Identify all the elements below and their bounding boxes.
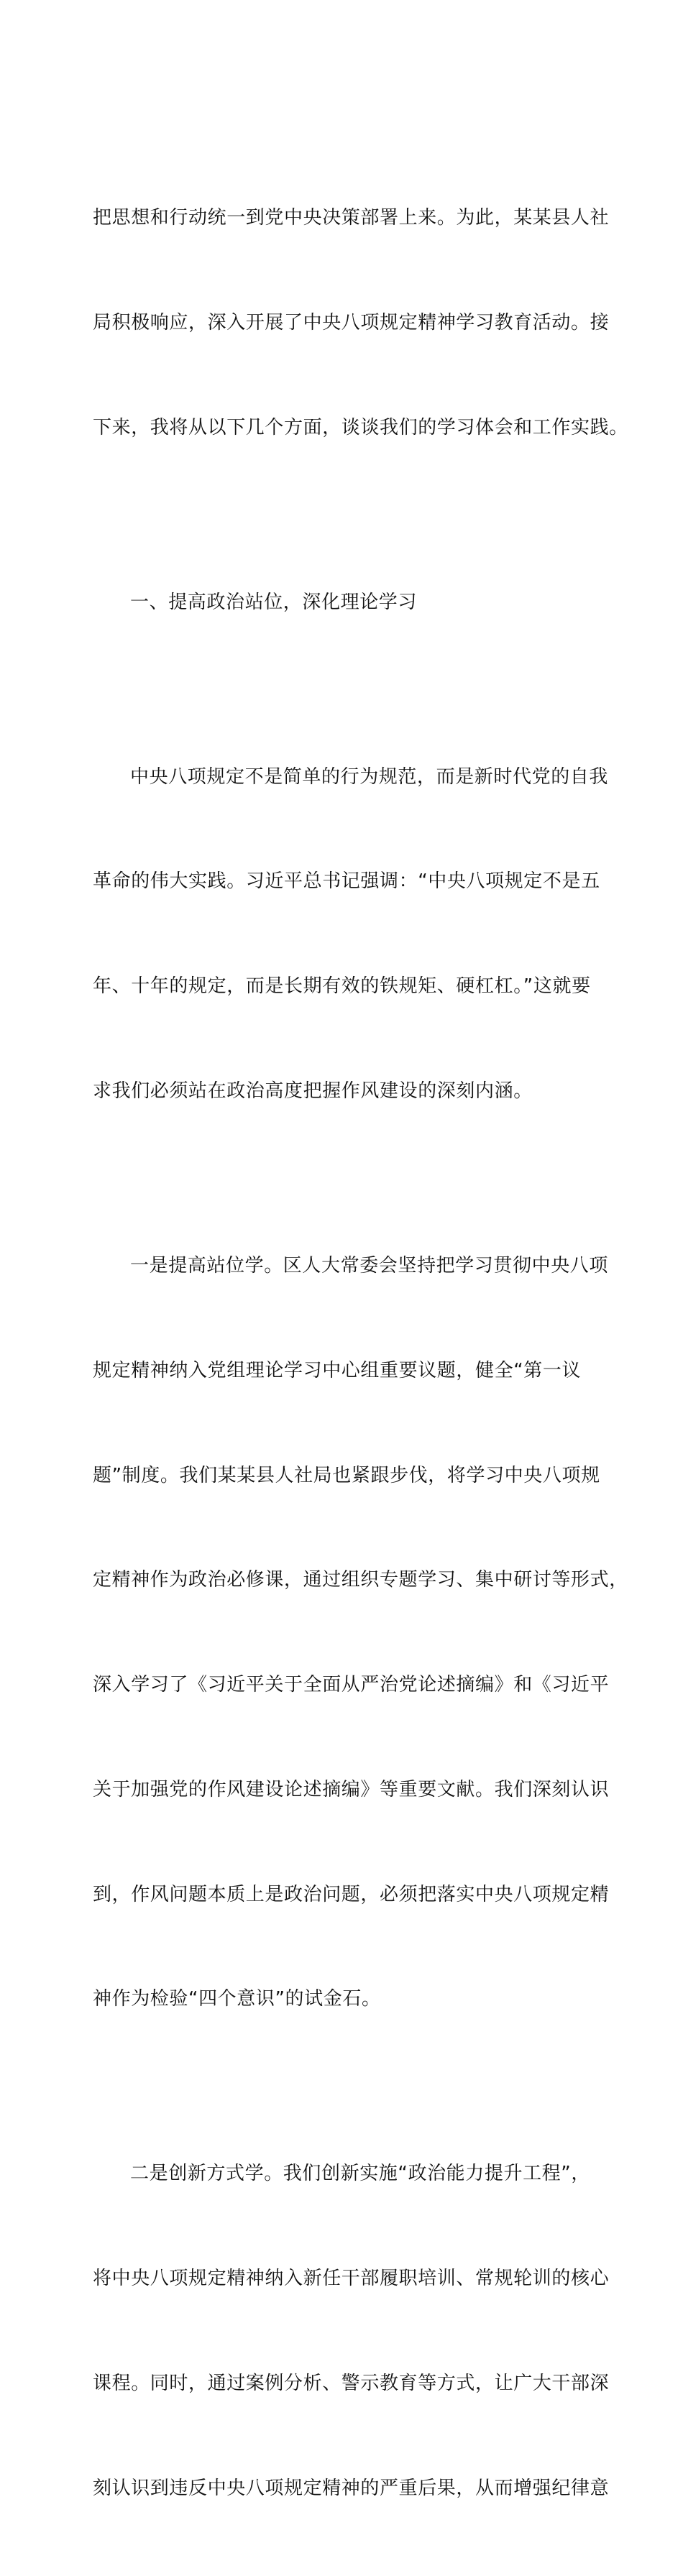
paragraph-section-1-3 — [93, 2087, 613, 2575]
text-line: 定精神作为政治必修课，通过组织专题学习、集中研讨等形式， — [93, 1569, 628, 1591]
text-line: 求我们必须站在政治高度把握作风建设的深刻内涵。 — [93, 1080, 533, 1103]
section-heading — [93, 515, 613, 690]
text-line: 规定精神纳入党组理论学习中心组重要议题，健全“第一议 — [93, 1359, 582, 1381]
text-line: 课程。同时，通过案例分析、警示教育等方式，让广大干部深 — [93, 2373, 610, 2394]
text-line: 将中央八项规定精神纳入新任干部履职培训、常规轮训的核心 — [93, 2268, 610, 2290]
text-line: 题”制度。我们某某县人社局也紧跟步伐，将学习中央八项规 — [93, 1464, 600, 1486]
text-line: 刻认识到违反中央八项规定精神的严重后果，从而增强纪律意 — [93, 2477, 610, 2499]
text-line: 革命的伟大实践。习近平总书记强调：“中央八项规定不是五 — [93, 870, 600, 893]
text-line: 关于加强党的作风建设论述摘编》等重要文献。我们深刻认识 — [93, 1778, 610, 1800]
text-line: 下来，我将从以下几个方面，谈谈我们的学习体会和工作实践。 — [93, 416, 628, 438]
text-line: 一是提高站位学。区人大常委会坚持把学习贯彻中央八项 — [130, 1255, 609, 1276]
section-heading-text: 一、提高政治站位，深化理论学习 — [130, 591, 418, 613]
text-line: 神作为检验“四个意识”的试金石。 — [93, 1988, 381, 2010]
text-line: 到，作风问题本质上是政治问题，必须把落实中央八项规定精 — [93, 1883, 610, 1905]
paragraph-section-1-1 — [93, 690, 613, 1179]
text-line: 年、十年的规定，而是长期有效的铁规矩、硬杠杠。”这就要 — [93, 975, 591, 998]
text-line: 深入学习了《习近平关于全面从严治党论述摘编》和《习近平 — [93, 1674, 610, 1696]
paragraph-section-1-2 — [93, 1179, 628, 2087]
document-body — [93, 131, 628, 2576]
text-line: 把思想和行动统一到党中央决策部署上来。为此，某某县人社 — [93, 207, 610, 229]
text-line: 局积极响应，深入开展了中央八项规定精神学习教育活动。接 — [93, 311, 610, 334]
text-line: 中央八项规定不是简单的行为规范，而是新时代党的自我 — [130, 765, 609, 788]
paragraph-intro-continuation — [93, 131, 628, 515]
text-line: 二是创新方式学。我们创新实施“政治能力提升工程”， — [130, 2163, 590, 2185]
